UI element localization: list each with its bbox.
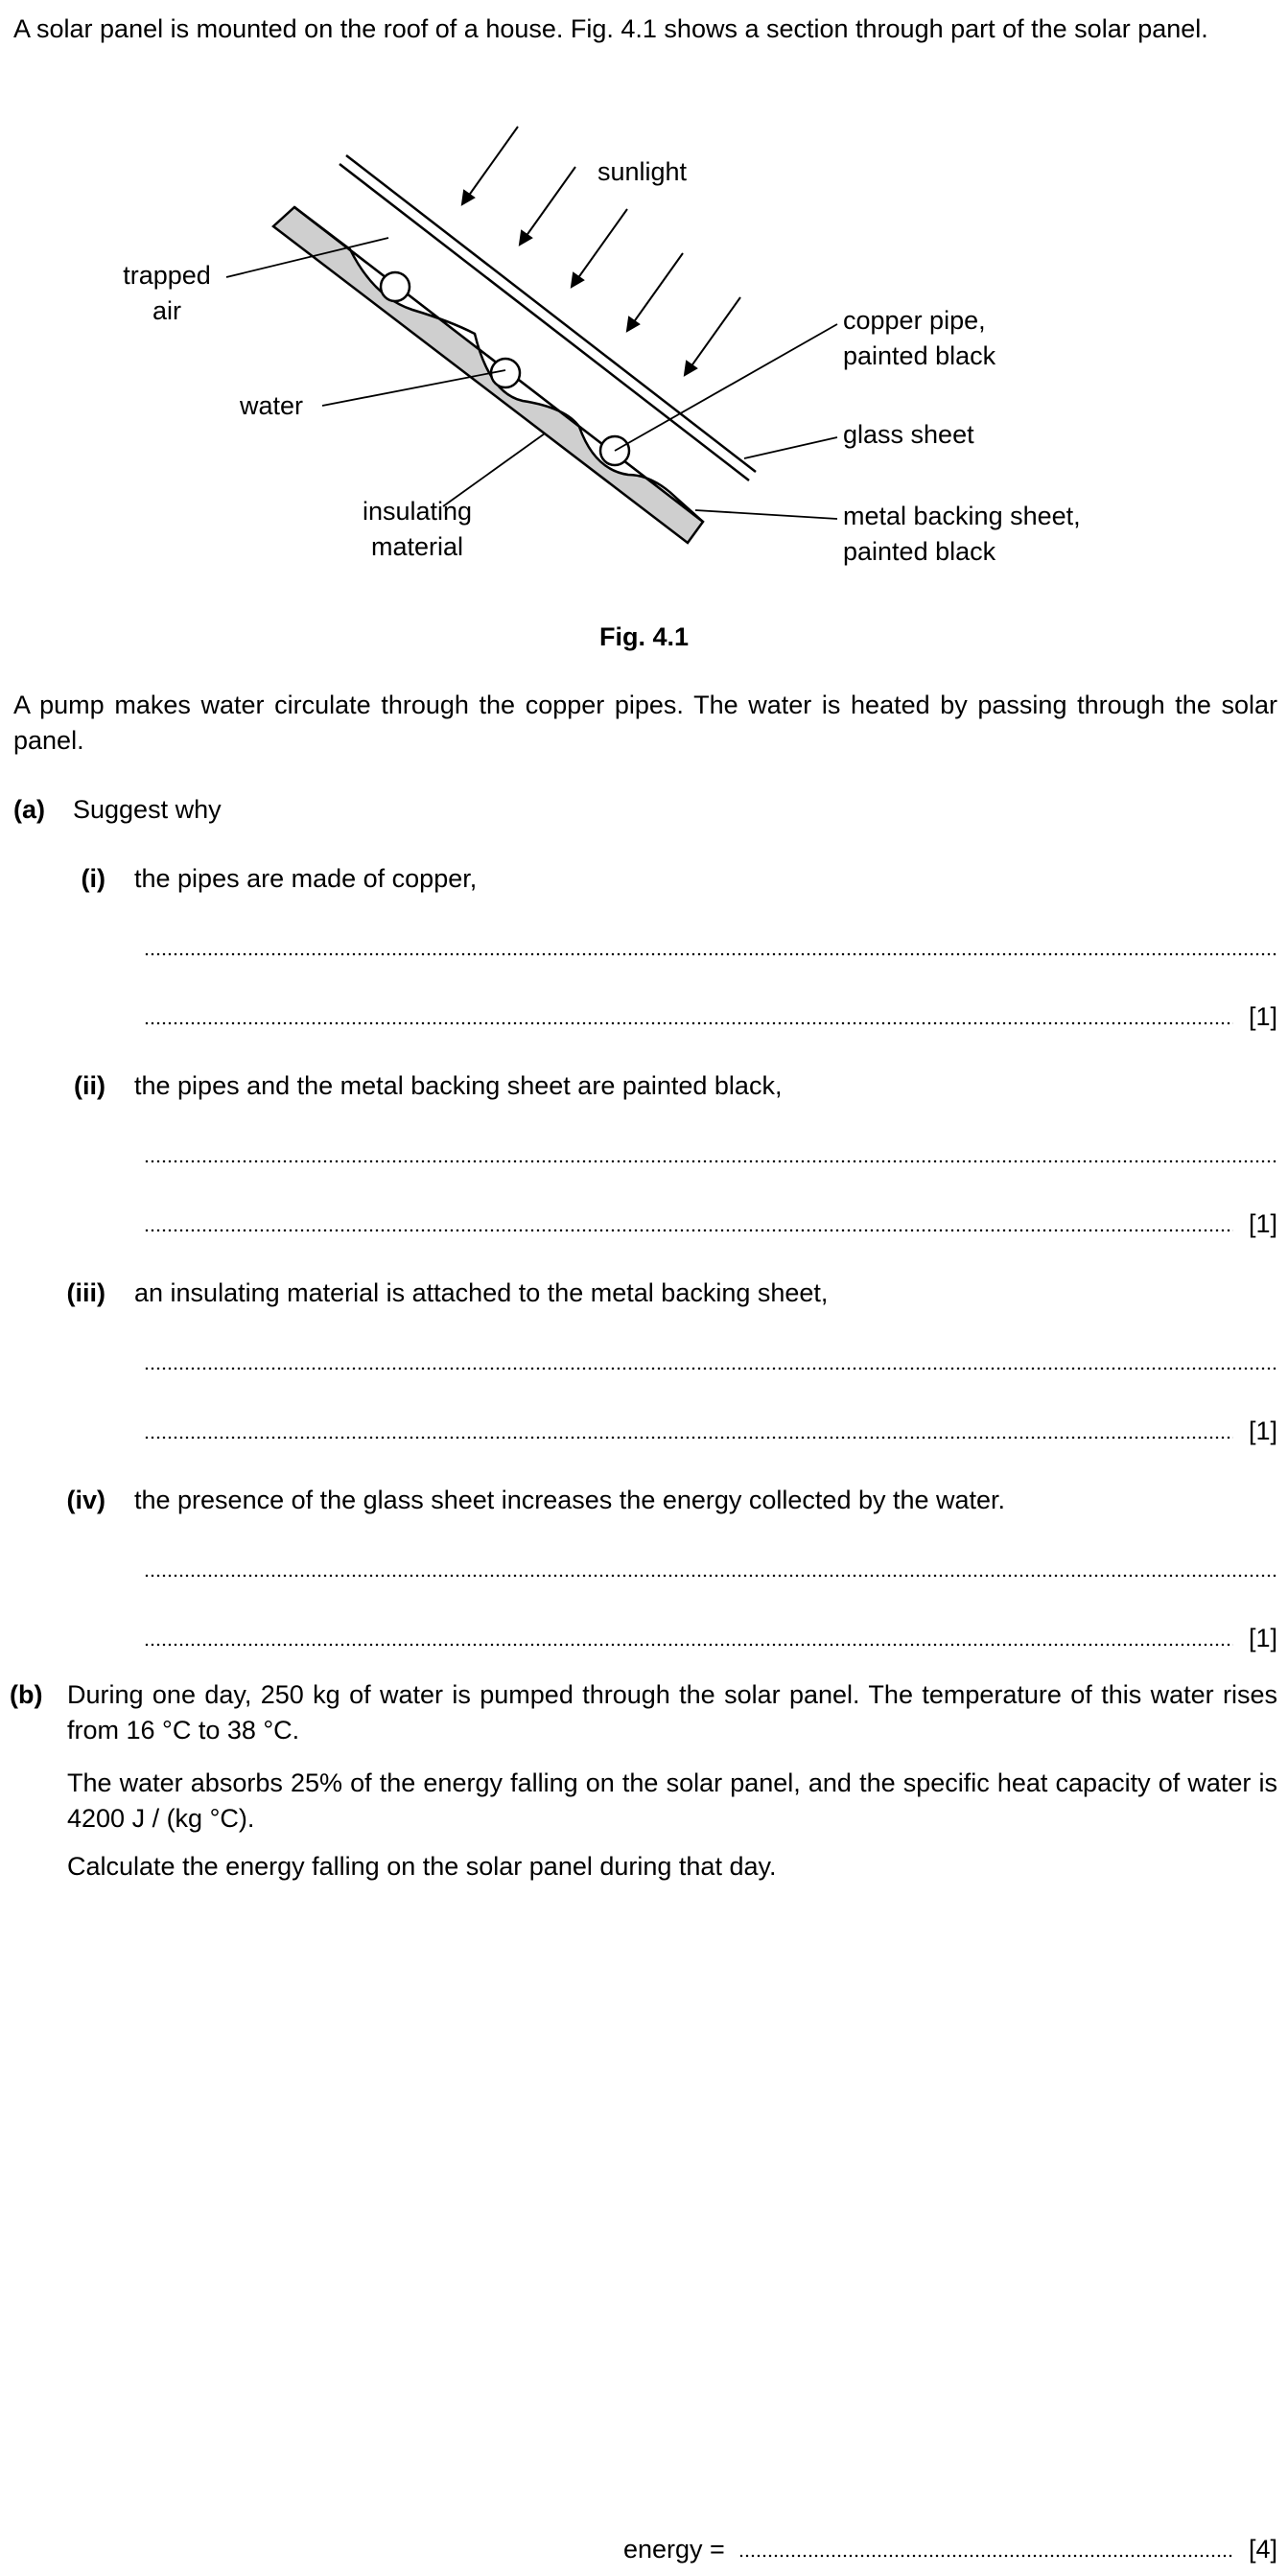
label-insulating-1: insulating — [362, 497, 473, 526]
label-sunlight: sunlight — [597, 157, 688, 186]
figure-caption: Fig. 4.1 — [598, 622, 690, 651]
answer-line-iii-2[interactable] — [144, 1414, 1277, 1449]
mark-iv: [1] — [1248, 1624, 1277, 1652]
item-iv-text: the presence of the glass sheet increases the energy collected by the water. — [134, 1486, 1006, 1514]
answer-line-ii-1[interactable] — [144, 1137, 1277, 1173]
label-trapped-air-1: trapped — [123, 261, 211, 290]
energy-answer-line[interactable] — [738, 2552, 1233, 2560]
copper-pipe-1 — [381, 272, 410, 301]
item-ii-text: the pipes and the metal backing sheet are painted black, — [134, 1071, 783, 1100]
copper-pipe-2 — [491, 359, 520, 387]
label-glass-sheet: glass sheet — [843, 420, 974, 449]
item-i-text: the pipes are made of copper, — [134, 864, 478, 893]
label-insulating-2: material — [370, 532, 464, 561]
answer-line-i-1[interactable] — [144, 930, 1277, 966]
mark-b: [4] — [1248, 2535, 1277, 2564]
answer-line-iii-1[interactable] — [144, 1345, 1277, 1380]
item-ii-number: (ii) — [74, 1071, 105, 1100]
part-b-para2: The water absorbs 25% of the energy falling on the solar panel, and the specific heat capacity of water is 4200 J / (kg °C). — [67, 1768, 1277, 1833]
part-b-label: (b) — [10, 1680, 43, 1709]
energy-answer[interactable] — [623, 2532, 1277, 2567]
answer-line-ii-2[interactable] — [144, 1206, 1277, 1242]
label-trapped-air-2: air — [152, 296, 182, 325]
energy-label: energy = — [623, 2535, 725, 2564]
part-b-para1: During one day, 250 kg of water is pumped through the solar panel. The temperature of this water rises from 16 °C to 38 °C. — [67, 1680, 1277, 1745]
answer-line-iv-2[interactable] — [144, 1621, 1277, 1656]
part-b-para3: Calculate the energy falling on the solar panel during that day. — [67, 1852, 777, 1881]
leader-insulating — [443, 433, 545, 506]
item-iii-text: an insulating material is attached to the metal backing sheet, — [134, 1278, 829, 1307]
item-i-number: (i) — [81, 864, 105, 893]
label-metal-backing-2: painted black — [843, 537, 996, 566]
label-water: water — [240, 391, 304, 420]
leader-water — [322, 370, 505, 406]
pump-text: A pump makes water circulate through the copper pipes. The water is heated by passing through the solar panel. — [13, 691, 1277, 755]
label-copper-pipe-2: painted black — [843, 341, 996, 370]
answer-line-iv-1[interactable] — [144, 1552, 1277, 1587]
label-metal-backing-1: metal backing sheet, — [843, 502, 1081, 530]
insulating-band — [273, 207, 703, 543]
intro-text: A solar panel is mounted on the roof of a house. Fig. 4.1 shows a section through part of the solar panel. — [13, 14, 1208, 43]
leader-metal-backing — [695, 510, 837, 519]
mark-iii: [1] — [1248, 1417, 1277, 1445]
solar-panel-diagram — [0, 105, 1288, 691]
item-iv-number: (iv) — [66, 1486, 105, 1514]
part-a-label: (a) — [13, 795, 45, 824]
mark-i: [1] — [1248, 1002, 1277, 1031]
mark-ii: [1] — [1248, 1209, 1277, 1238]
leader-glass-sheet — [744, 437, 837, 458]
part-a-stem: Suggest why — [73, 795, 222, 824]
item-iii-number: (iii) — [66, 1278, 105, 1307]
answer-line-i-2[interactable] — [144, 999, 1277, 1035]
label-copper-pipe-1: copper pipe, — [843, 306, 986, 335]
